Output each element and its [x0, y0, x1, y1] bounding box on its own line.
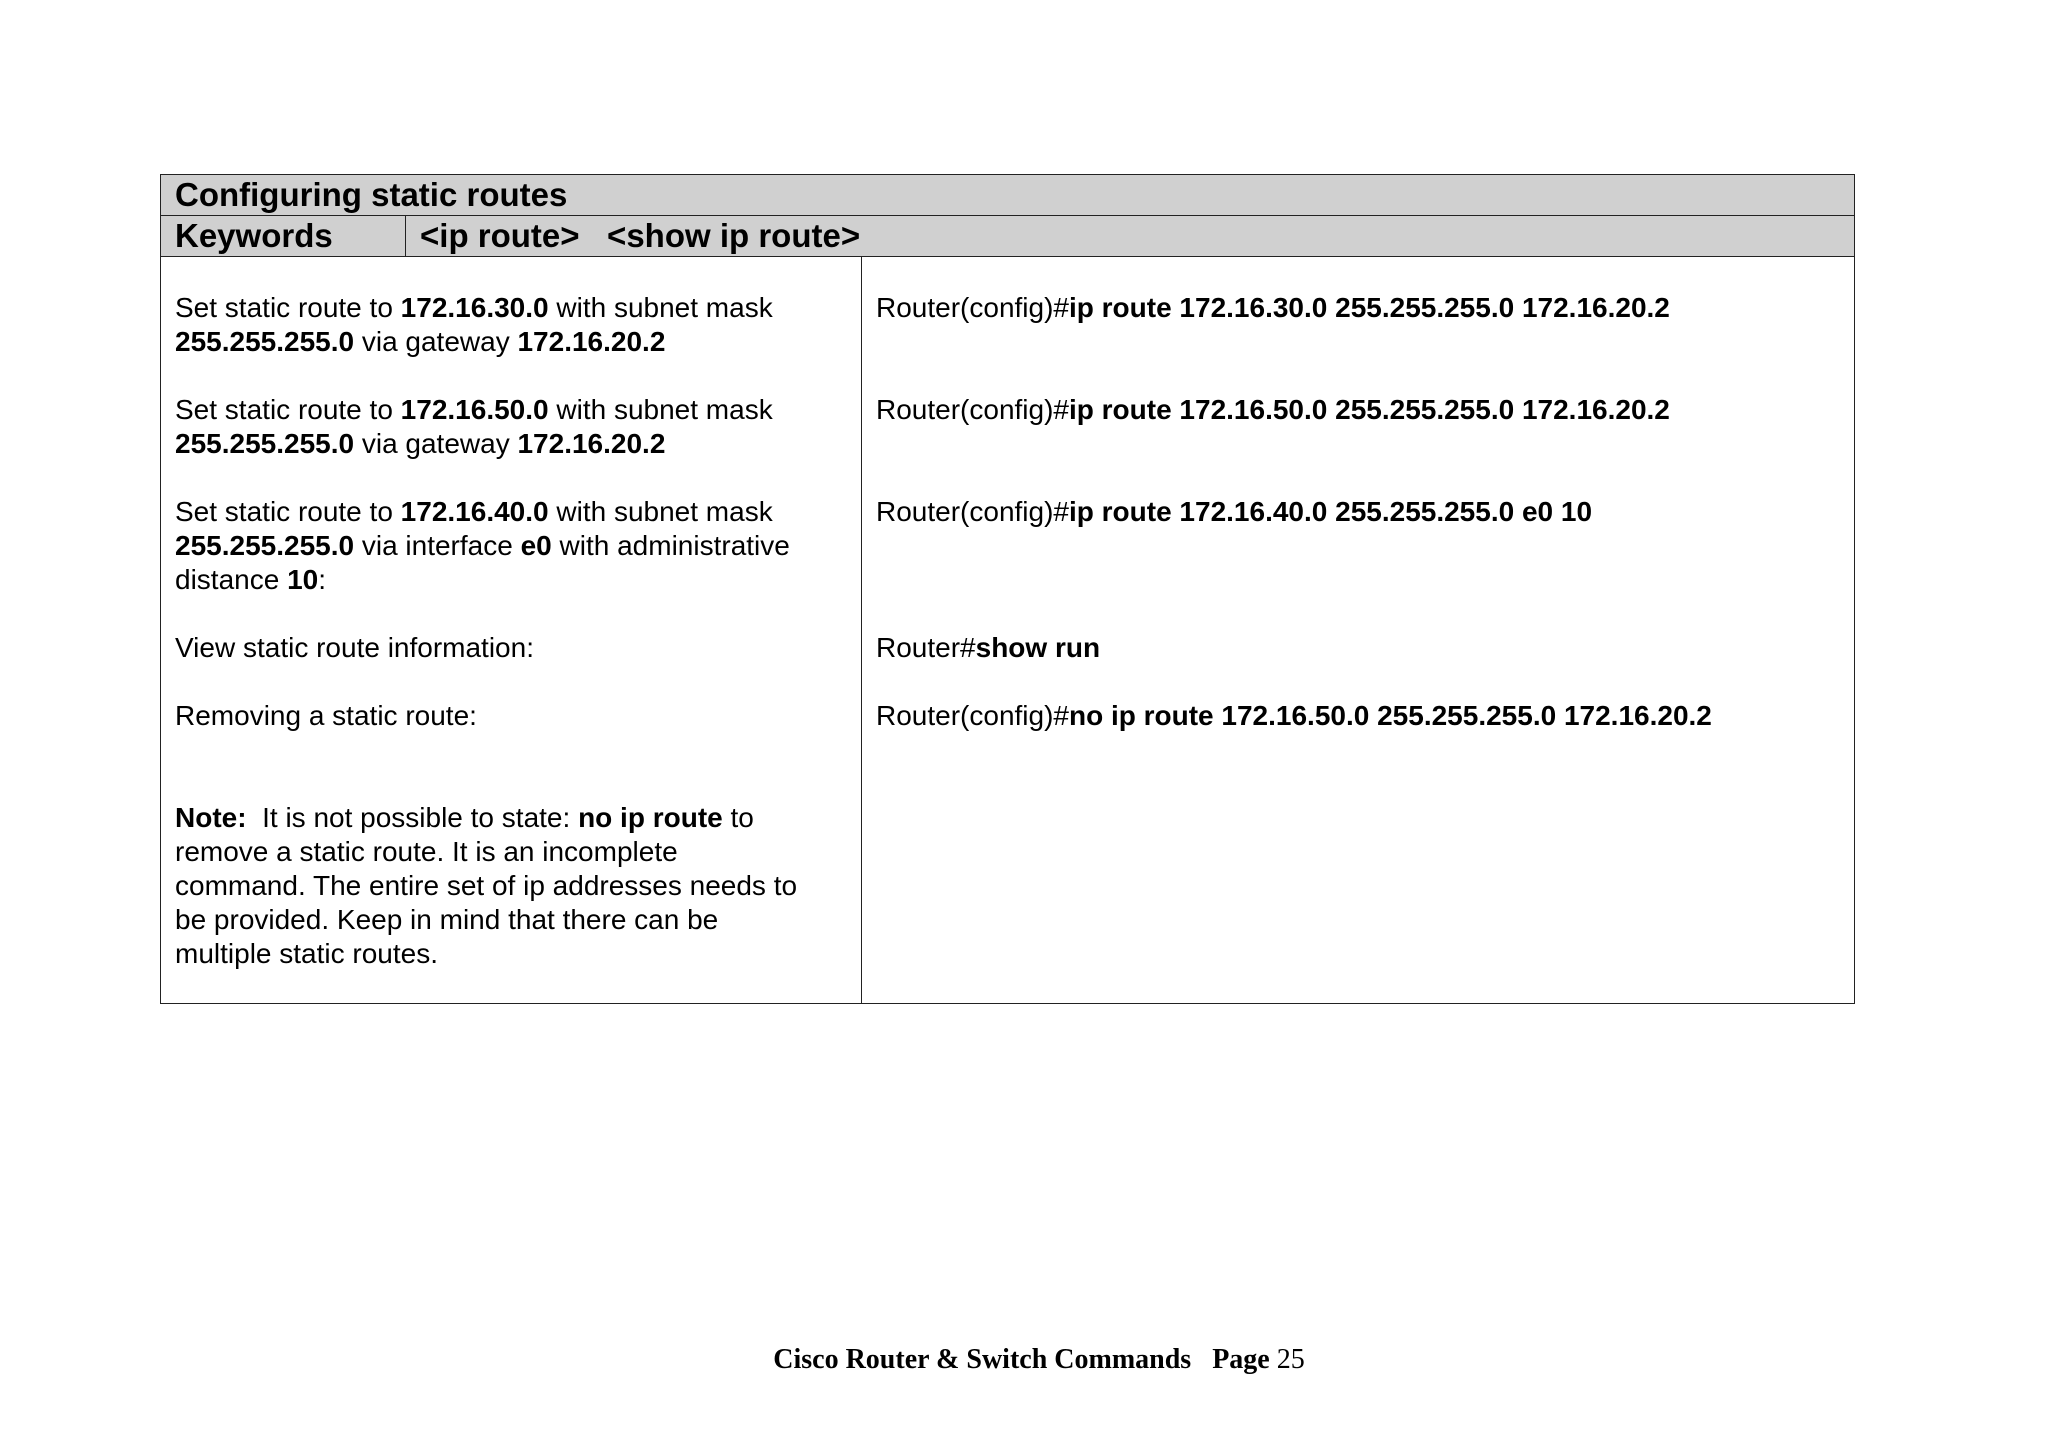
page-footer — [0, 1344, 2048, 1376]
table-body — [161, 257, 1854, 1003]
command-show-run: Router#show run — [876, 632, 1101, 663]
footer-title: Cisco Router & Switch Commands — [773, 1344, 1192, 1375]
description-remove-route: Removing a static route: — [175, 700, 477, 731]
note-label: Note: — [175, 802, 247, 833]
table-title: Configuring static routes — [161, 175, 1854, 216]
command-set-route-3: Router(config)#ip route 172.16.40.0 255.255.255.0 e0 10 — [876, 496, 1593, 527]
command-set-route-2: Router(config)#ip route 172.16.50.0 255.255.255.0 172.16.20.2 — [876, 394, 1670, 425]
command-set-route-1: Router(config)#ip route 172.16.30.0 255.255.255.0 172.16.20.2 — [876, 292, 1670, 323]
command-remove-route: Router(config)#no ip route 172.16.50.0 255.255.255.0 172.16.20.2 — [876, 700, 1712, 731]
command-column — [862, 257, 1854, 1003]
static-routes-table — [160, 174, 1855, 1004]
description-set-route-1: Set static route to 172.16.30.0 with subnet mask 255.255.255.0 via gateway 172.16.20.2 — [175, 292, 773, 357]
description-view-routes: View static route information: — [175, 632, 534, 663]
note-paragraph: Note: It is not possible to state: no ip route to remove a static route. It is an incomplete command. The entire set of ip addresses needs to be provided. Keep in mind that there can be multiple static routes. — [175, 802, 798, 969]
keywords-row — [161, 216, 1854, 257]
description-column — [161, 257, 862, 1003]
description-set-route-2: Set static route to 172.16.50.0 with subnet mask 255.255.255.0 via gateway 172.16.20.2 — [175, 394, 773, 459]
description-set-route-3: Set static route to 172.16.40.0 with subnet mask 255.255.255.0 via interface e0 with administrative distance 10: — [175, 496, 790, 595]
footer-page-label: Page — [1212, 1344, 1270, 1375]
page-number: 25 — [1276, 1344, 1305, 1375]
keywords-values: <ip route> <show ip route> — [420, 217, 861, 254]
keywords-label: Keywords — [161, 216, 406, 256]
